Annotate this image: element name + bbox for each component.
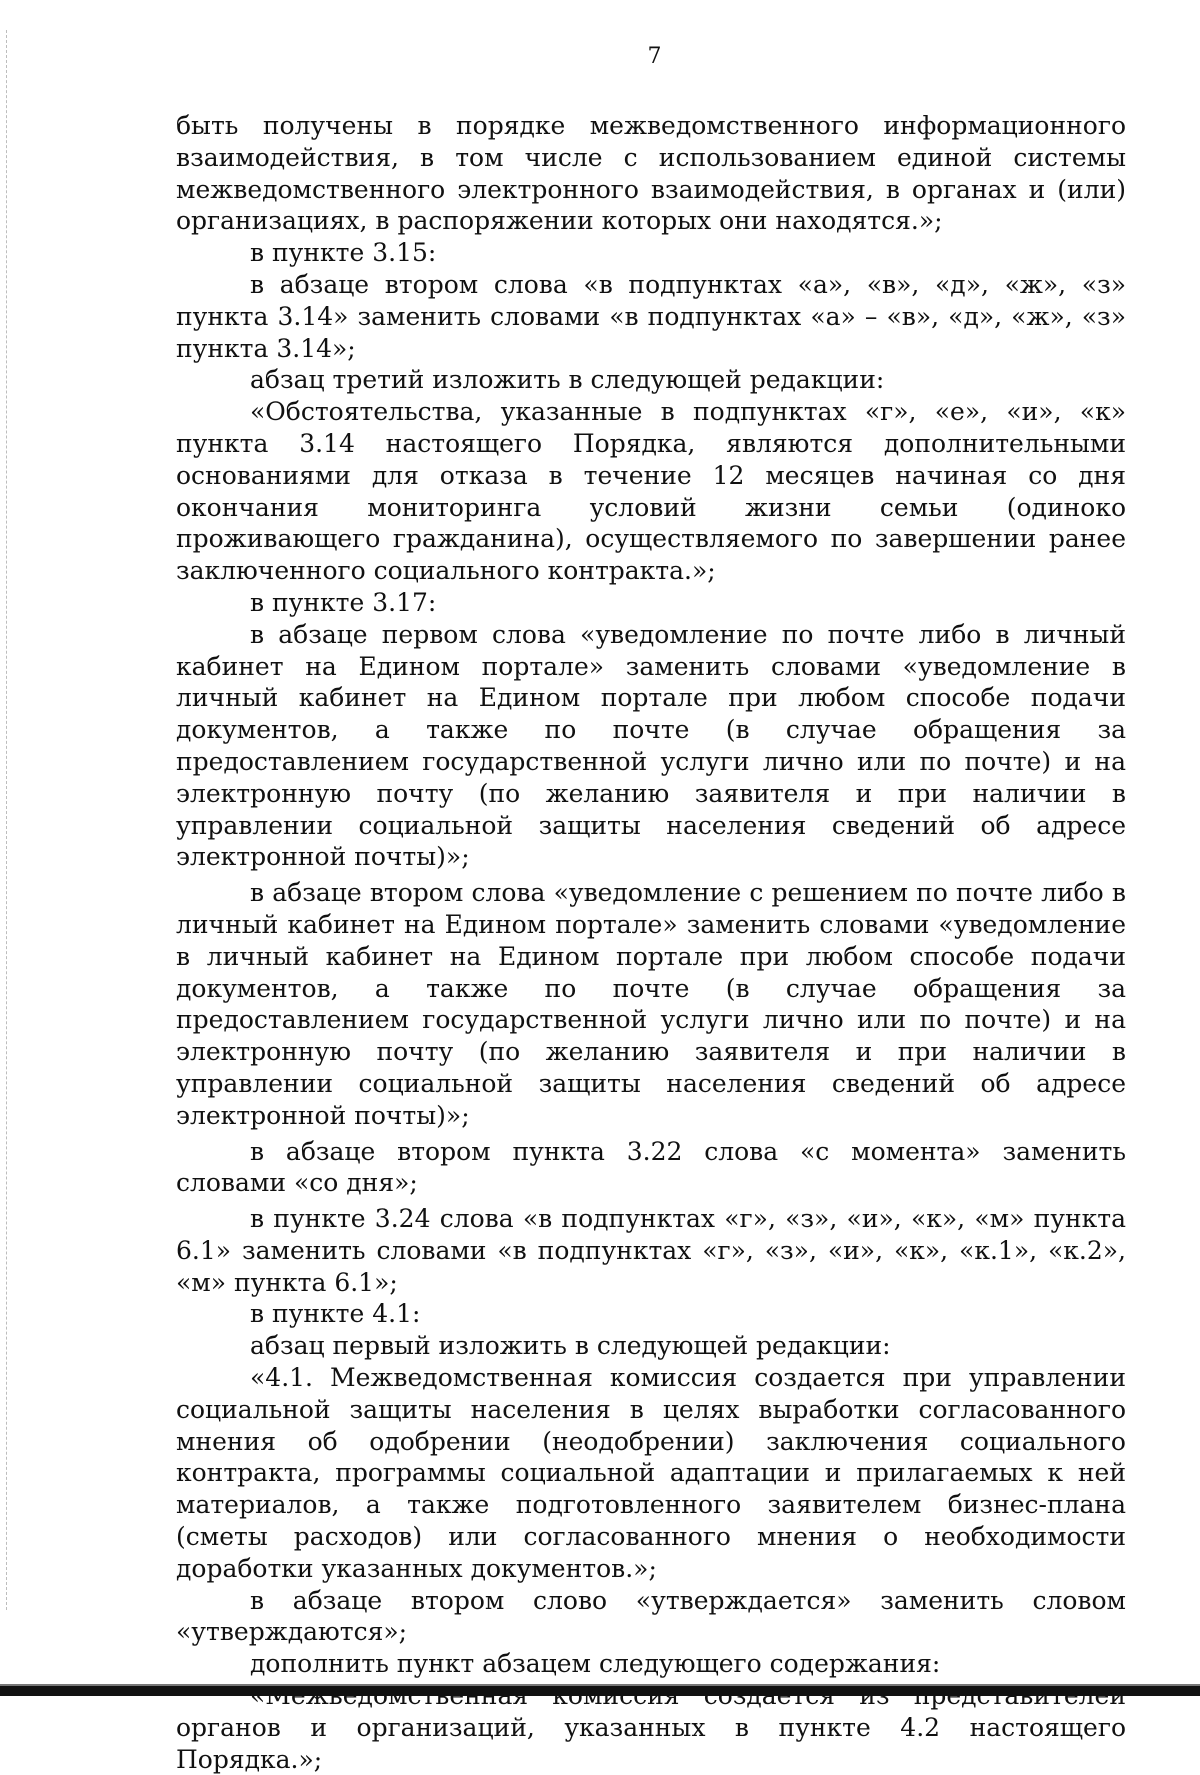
paragraph: в абзаце втором слово «утверждается» заменить словом «утверждаются»; bbox=[176, 1585, 1126, 1647]
document-body bbox=[176, 110, 1126, 1775]
paragraph-continuation: быть получены в порядке межведомственного информационного взаимодействия, в том числе с использованием единой системы межведомственного электронного взаимодействия, в органах и (или) организациях, в распоряжении которых они находятся.»; bbox=[176, 111, 1126, 236]
paragraph: в абзаце втором слова «уведомление с решением по почте либо в личный кабинет на Едином портале» заменить словами «уведомление в личный кабинет на Едином портале при любом способе подачи документов, а также по почте (в случае обращения за предоставлением государственной услуги лично или по почте) и на электронную почту (по желанию заявителя и при наличии в управлении социальной защиты населения сведений об адресе электронной почты)»; bbox=[176, 878, 1126, 1130]
paragraph-item-4-1: в пункте 4.1: bbox=[250, 1299, 421, 1329]
paragraph-item-3-15: в пункте 3.15: bbox=[250, 238, 437, 268]
paragraph: в абзаце первом слова «уведомление по почте либо в личный кабинет на Едином портале» заменить словами «уведомление в личный кабинет на Едином портале при любом способе подачи документов, а также по почте (в случае обращения за предоставлением государственной услуги лично или по почте) и на электронную почту (по желанию заявителя и при наличии в управлении социальной защиты населения сведений об адресе электронной почты)»; bbox=[176, 619, 1126, 872]
paragraph: в абзаце втором пункта 3.22 слова «с момента» заменить словами «со дня»; bbox=[176, 1136, 1126, 1198]
paragraph: дополнить пункт абзацем следующего содержания: bbox=[250, 1649, 941, 1679]
paragraph-quote: «Обстоятельства, указанные в подпунктах «г», «е», «и», «к» пункта 3.14 настоящего Порядка, являются дополнительными основаниями для отказа в течение 12 месяцев начиная со дня окончания мониторинга условий жизни семьи (одиноко проживающего гражданина), осуществляемого по завершении ранее заключенного социального контракта.»; bbox=[176, 397, 1126, 586]
page-number: 7 bbox=[647, 44, 663, 69]
scan-edge-line bbox=[6, 30, 9, 1610]
paragraph-quote: органов и организаций, указанных в пункте 4.2 настоящего Порядка.»; bbox=[176, 1712, 1126, 1774]
scan-bottom-edge bbox=[0, 1686, 1200, 1696]
paragraph: абзац первый изложить в следующей редакции: bbox=[250, 1331, 891, 1361]
paragraph-quote: «4.1. Межведомственная комиссия создается при управлении социальной защиты населения в целях выработки согласованного мнения об одобрении (неодобрении) заключения социального контракта, программы социальной адаптации и прилагаемых к ней материалов, а также подготовленного заявителем бизнес-плана (сметы расходов) или согласованного мнения о необходимости доработки указанных документов.»; bbox=[176, 1363, 1126, 1583]
paragraph: в абзаце втором слова «в подпунктах «а», «в», «д», «ж», «з» пункта 3.14» заменить словами «в подпунктах «а» – «в», «д», «ж», «з» пункта 3.14»; bbox=[176, 269, 1126, 363]
paragraph: абзац третий изложить в следующей редакции: bbox=[250, 365, 885, 395]
paragraph-item-3-17: в пункте 3.17: bbox=[250, 587, 437, 617]
paragraph: в пункте 3.24 слова «в подпунктах «г», «з», «и», «к», «м» пункта 6.1» заменить словами «в подпунктах «г», «з», «и», «к», «к.1», «к.2», «м» пункта 6.1»; bbox=[176, 1204, 1126, 1297]
